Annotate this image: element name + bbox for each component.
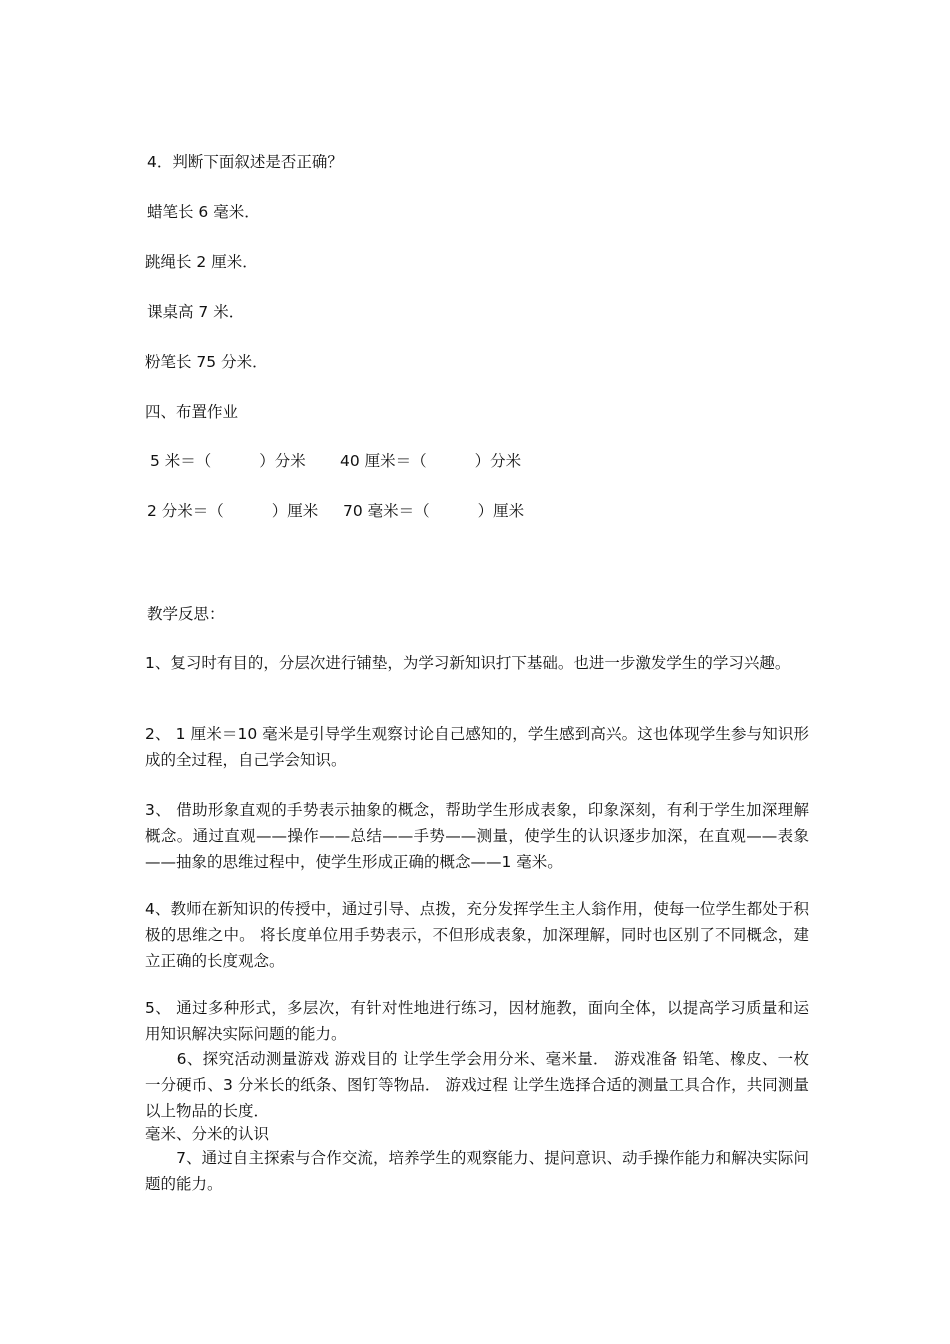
exercise-left: 5 米＝（	[150, 452, 212, 470]
question-item: 跳绳长 2 厘米．	[145, 253, 258, 271]
reflection-paragraph: 1、复习时有目的，分层次进行铺垫，为学习新知识打下基础。也进一步激发学生的学习兴趣。	[145, 654, 791, 672]
homework-row	[147, 501, 318, 521]
exercise-left: 40 厘米＝（	[340, 452, 427, 470]
exercise-right: ）厘米	[477, 502, 525, 520]
homework-row	[150, 451, 306, 471]
homework-row	[343, 501, 524, 521]
reflection-paragraph: 7、通过自主探索与合作交流，培养学生的观察能力、提问意识、动手操作能力和解决实际问题的能力。	[145, 1149, 809, 1193]
exercise-right: ）厘米	[271, 502, 319, 520]
question-title: 4．判断下面叙述是否正确？	[147, 153, 343, 171]
reflection-paragraph: 5、 通过多种形式，多层次，有针对性地进行练习，因材施教，面向全体，以提高学习质量和运用知识解决实际问题的能力。	[145, 999, 809, 1043]
reflection-paragraph: 6、探究活动测量游戏 游戏目的 让学生学会用分米、毫米量． 游戏准备 铅笔、橡皮、一枚一分硬币、3 分米长的纸条、图钉等物品． 游戏过程 让学生选择合适的测量工具合作，共同测量以上物品的长度．	[145, 1050, 809, 1120]
exercise-left: 70 毫米＝（	[343, 502, 430, 520]
exercise-right: ）分米	[259, 452, 306, 470]
question-item: 粉笔长 75 分米．	[145, 353, 268, 371]
reflection-paragraph: 4、教师在新知识的传授中，通过引导、点拨，充分发挥学生主人翁作用，使每一位学生都处于积极的思维之中。 将长度单位用手势表示，不但形成表象，加深理解，同时也区别了不同概念，建立正确的长度观念。	[145, 900, 809, 970]
reflection-paragraph: 2、 1 厘米＝10 毫米是引导学生观察讨论自己感知的，学生感到高兴。这也体现学生参与知识形成的全过程，自己学会知识。	[145, 725, 809, 769]
reflection-heading: 教学反思：	[147, 605, 225, 623]
question-item: 蜡笔长 6 毫米．	[147, 203, 260, 221]
question-item: 课桌高 7 米．	[147, 303, 245, 321]
exercise-left: 2 分米＝（	[147, 502, 224, 520]
reflection-paragraph: 3、 借助形象直观的手势表示抽象的概念，帮助学生形成表象，印象深刻，有利于学生加深理解概念。通过直观——操作——总结——手势——测量，使学生的认识逐步加深，在直观——表象——抽象的思维过程中，使学生形成正确的概念——1 毫米。	[145, 801, 809, 871]
reflection-subheading: 毫米、分米的认识	[145, 1125, 270, 1143]
homework-heading: 四、布置作业	[145, 403, 239, 421]
exercise-right: ）分米	[474, 452, 522, 470]
homework-row	[340, 451, 521, 471]
